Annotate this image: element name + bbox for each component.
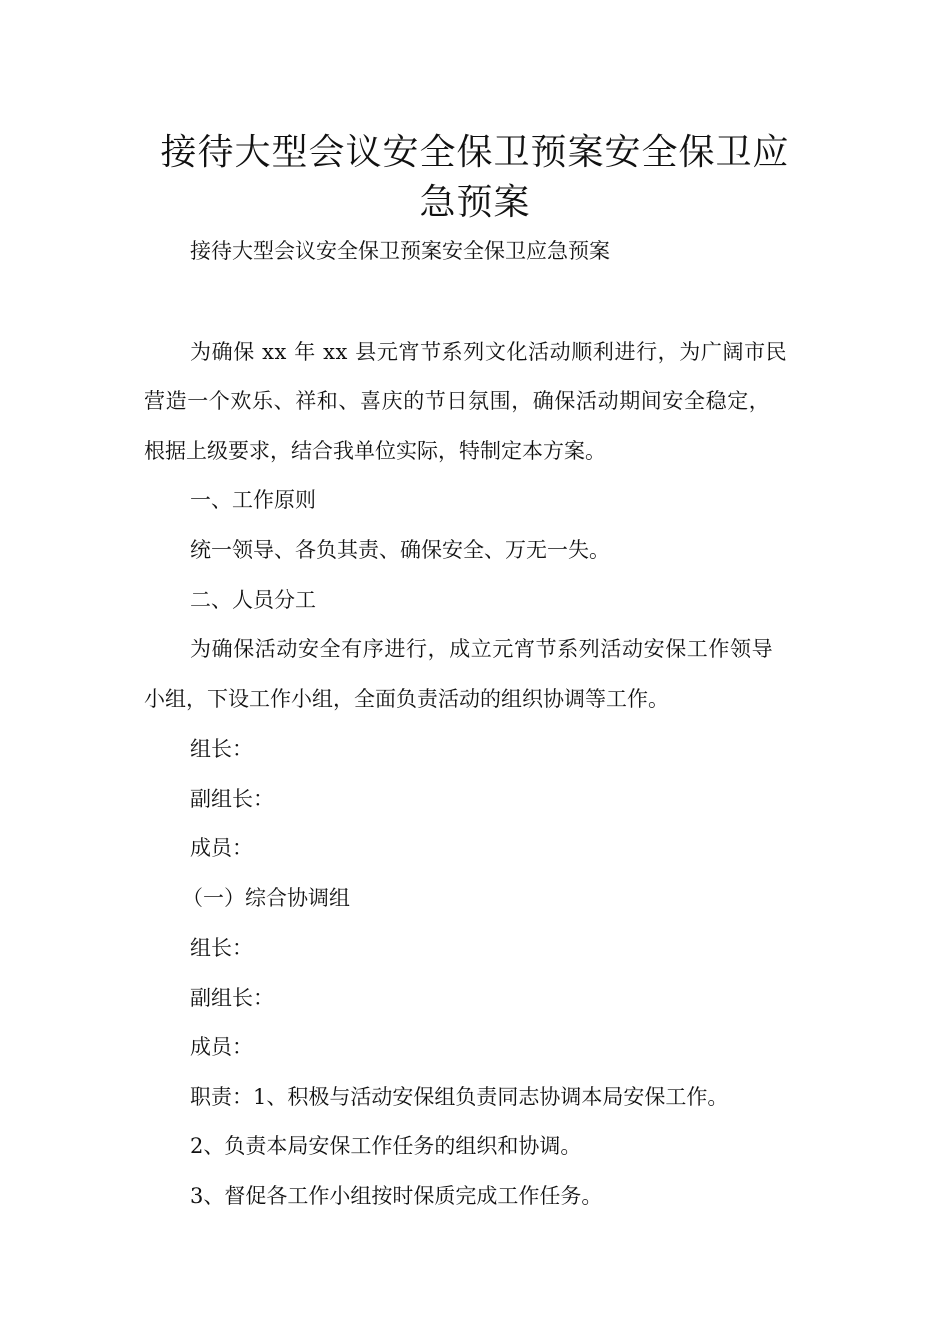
title-line-2: 急预案 [419,182,531,223]
leader-label: 组长： [190,737,253,761]
staffing-text-line-1: 为确保活动安全有序进行，成立元宵节系列活动安保工作领导 [190,637,774,661]
deputy-leader-label: 副组长： [190,787,274,811]
duty-item-2: 2、负责本局安保工作任务的组织和协调。 [190,1134,582,1158]
intro-line-2: 营造一个欢乐、祥和、喜庆的节日氛围，确保活动期间安全稳定， [144,389,771,413]
duty-item-3: 3、督促各工作小组按时保质完成工作任务。 [190,1184,603,1208]
document-title [120,128,830,228]
group-deputy-leader-label: 副组长： [190,986,274,1010]
staffing-text-line-2: 小组，下设工作小组，全面负责活动的组织协调等工作。 [144,687,669,711]
members-label: 成员： [190,836,253,860]
title-line-1: 接待大型会议安全保卫预案安全保卫应 [160,132,790,173]
section-heading-principles: 一、工作原则 [190,488,316,512]
group-heading-coordination: （一）综合协调组 [182,886,350,910]
section-heading-staffing: 二、人员分工 [190,588,316,612]
group-leader-label: 组长： [190,936,253,960]
duty-item-1: 职责：1、积极与活动安保组负责同志协调本局安保工作。 [190,1085,729,1109]
principles-text: 统一领导、各负其责、确保安全、万无一失。 [190,538,610,562]
subtitle: 接待大型会议安全保卫预案安全保卫应急预案 [190,239,610,263]
intro-line-3: 根据上级要求，结合我单位实际，特制定本方案。 [144,439,606,463]
group-members-label: 成员： [190,1035,253,1059]
intro-line-1: 为确保 xx 年 xx 县元宵节系列文化活动顺利进行，为广阔市民 [190,340,788,364]
